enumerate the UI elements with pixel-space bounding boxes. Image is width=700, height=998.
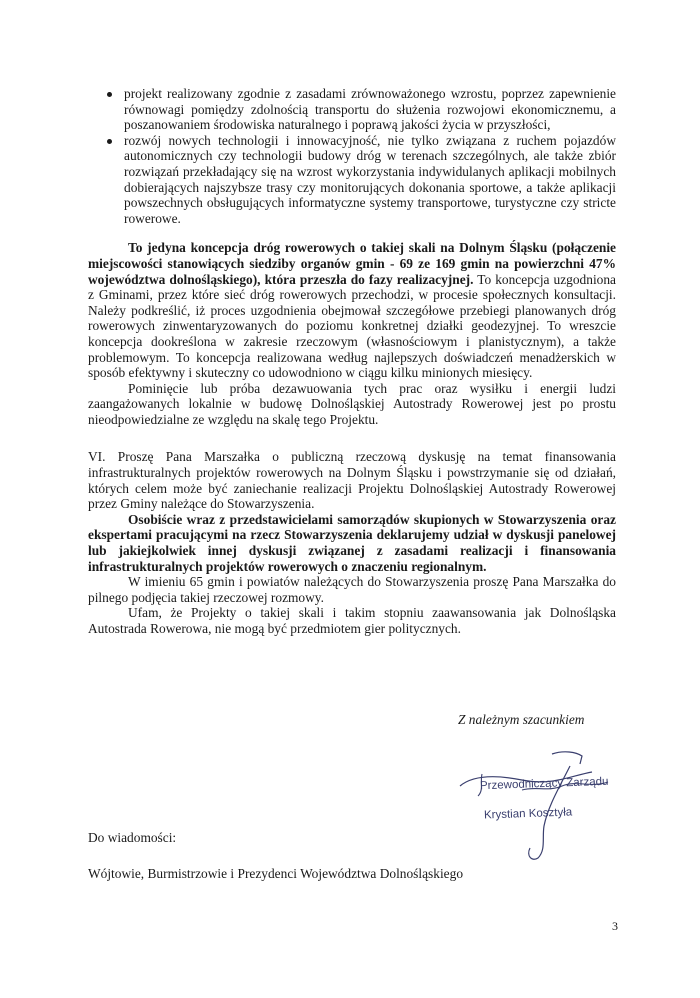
page-number: 3 [612, 919, 618, 933]
paragraph-concept-bold: To jedyna koncepcja dróg rowerowych o takiej skali na Dolnym Śląsku (połączenie miejscowości stanowiących siedziby organów gmin - 69 ze 169 gmin na powierzchni 47% województwa dolnośląskiego), która przeszła do fazy realizacyjnej. [88, 240, 616, 287]
paragraph-trust: Ufam, że Projekty o takiej skali i takim stopniu zaawansowania jak Dolnośląska Autostrada Rowerowa, nie mogą być przedmiotem gier politycznych. [88, 605, 616, 636]
closing-salutation: Z należnym szacunkiem [458, 712, 585, 727]
cc-recipients: Wójtowie, Burmistrzowie i Prezydenci Województwa Dolnośląskiego [88, 866, 464, 881]
bullet-text: projekt realizowany zgodnie z zasadami zrównoważonego wzrostu, poprzez zapewnienie równowagi pomiędzy zdolnością transportu do służenia rozwojowi ekonomicznemu, a poszanowaniem środowiska naturalnego i poprawą jakości życia w przyszłości, [124, 86, 616, 133]
list-item [88, 86, 616, 133]
cc-label: Do wiadomości: [88, 830, 177, 845]
paragraph-concept [88, 240, 616, 380]
paragraph-concept-text: To koncepcja uzgodniona z Gminami, przez które sieć dróg rowerowych przechodzi, w procesie społecznych konsultacji. Należy podkreślić, iż proces uzgodnienia obejmował szczegółowe przebiegi planowanych dróg rowerowych zinwentaryzowanych do poziomu konkretnej działki geodezyjnej. To wreszcie koncepcja dookreślona w zakresie rzeczowym (własnościowym i planistycznym), a także problemowym. To koncepcja realizowana według najlepszych doświadczeń menadżerskich w sposób efektywny i skuteczny co udowodniono w ciągu kilku minionych miesięcy. [88, 271, 617, 381]
paragraph-omission: Pominięcie lub próba dezawuowania tych prac oraz wysiłku i energii ludzi zaangażowanych lokalnie w budowę Dolnośląskiej Autostrady Rowerowej jest po prostu nieodpowiedzialne ze względu na skalę tego Projektu. [88, 380, 616, 427]
letter-body [88, 86, 616, 637]
paragraph-personal: Osobiście wraz z przedstawicielami samorządów skupionych w Stowarzyszenia oraz ekspertami pracującymi na rzecz Stowarzyszenia deklarujemy udział w dyskusji panelowej lub jakiejkolwiek innej dyskusji związanej z zasadami realizacji i finansowania infrastrukturalnych projektów rowerowych o znaczeniu regionalnym. [88, 511, 616, 574]
bullet-list [88, 86, 616, 226]
bullet-icon [107, 92, 112, 97]
signature-name: Krystian Kosztyła [483, 806, 573, 822]
paragraph-section-vi: VI. Proszę Pana Marszałka o publiczną rzeczową dyskusję na temat finansowania infrastrukturalnych projektów rowerowych na Dolnym Śląsku i powstrzymanie się od działań, których celem może być zaniechanie realizacji Projektu Dolnośląskiej Autostrady Rowerowej przez Gminy należące do Stowarzyszenia. [88, 449, 616, 512]
list-item [88, 133, 616, 227]
bullet-icon [107, 139, 112, 144]
signature-title: Przewodniczący Zarządu [479, 775, 609, 793]
bullet-text: rozwój nowych technologii i innowacyjność, nie tylko związana z ruchem pojazdów autonomicznych czy technologii budowy dróg w terenach szczególnych, ale także zbiór rozwiązań przekładający się na wzrost wykorzystania indywidulanych aplikacji mobilnych dobierających najszybsze trasy czy monitorujących dokonania sportowe, a także aplikacji powszechnych obsługujących informatyczne systemy transportowe, turystyczne czy stricte rowerowe. [124, 132, 616, 226]
handwritten-signature-icon [452, 746, 652, 866]
paragraph-request: W imieniu 65 gmin i powiatów należących do Stowarzyszenia proszę Pana Marszałka do pilnego podjęcia takiej rzeczowej rozmowy. [88, 574, 616, 605]
signature-stamp [452, 746, 652, 866]
